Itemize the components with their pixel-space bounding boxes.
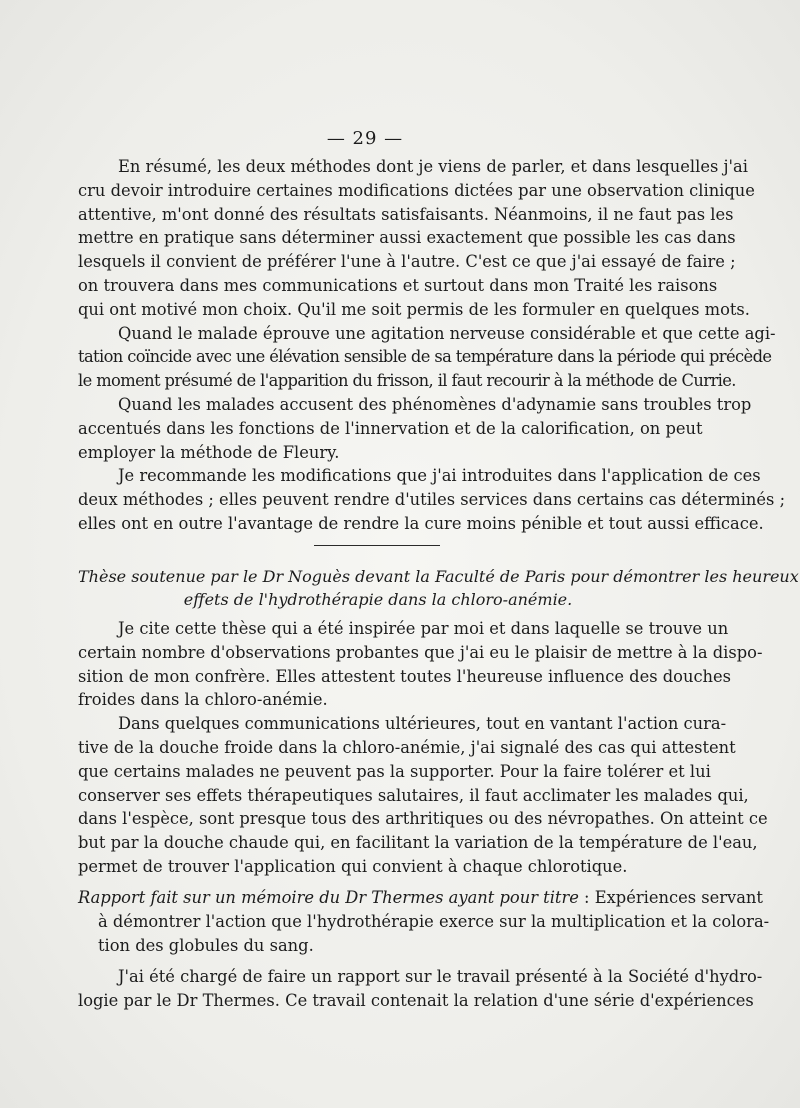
text-line: dans l'espèce, sont presque tous des arthritiques ou des névropathes. On atteint ce [78, 809, 768, 829]
text-line: but par la douche chaude qui, en facilitant la variation de la température de l'eau, [78, 833, 758, 853]
section-these-heading [78, 565, 799, 611]
rapport-title-line [78, 886, 763, 910]
page-number: — 29 — [326, 128, 404, 149]
text-line: permet de trouver l'application qui convient à chaque chlorotique. [78, 856, 628, 876]
section-rapport [78, 886, 770, 1013]
text-line: accentués dans les fonctions de l'innervation et de la calorification, on peut [78, 418, 703, 438]
text-line: conserver ses effets thérapeutiques salutaires, il faut acclimater les malades qui, [78, 785, 749, 805]
text-line: J'ai été chargé de faire un rapport sur le travail présenté à la Société d'hydro- [118, 967, 763, 987]
text-line: qui ont motivé mon choix. Qu'il me soit permis de les formuler en quelques mots. [78, 299, 750, 319]
text-line: à démontrer l'action que l'hydrothérapie exerce sur la multiplication et la colora- [98, 911, 770, 931]
text-line: sition de mon confrère. Elles attestent toutes l'heureuse influence des douches [78, 666, 732, 686]
text-line: attentive, m'ont donné des résultats satisfaisants. Néanmoins, il ne faut pas les [78, 204, 734, 224]
section-divider [314, 545, 440, 546]
heading-line: effets de l'hydrothérapie dans la chloro-anémie. [183, 590, 573, 609]
section-summary [78, 155, 786, 536]
text-line: froides dans la chloro-anémie. [78, 690, 328, 710]
text-line: deux méthodes ; elles peuvent rendre d'utiles services dans certains cas déterminés ; [78, 490, 786, 510]
text-line: tation coïncide avec une élévation sensible de sa température dans la période qui précède [78, 347, 772, 367]
text-line: que certains malades ne peuvent pas la supporter. Pour la faire tolérer et lui [78, 761, 711, 781]
text-line: elles ont en outre l'avantage de rendre la cure moins pénible et tout aussi efficace. [78, 513, 764, 533]
text-line: Quand les malades accusent des phénomènes d'adynamie sans troubles trop [118, 394, 752, 414]
heading-line: Thèse soutenue par le Dr Noguès devant la Faculté de Paris pour démontrer les heureux [78, 567, 799, 586]
text-line: cru devoir introduire certaines modifications dictées par une observation clinique [78, 180, 755, 200]
text-line: En résumé, les deux méthodes dont je viens de parler, et dans lesquelles j'ai [118, 157, 748, 176]
text-line: employer la méthode de Fleury. [78, 442, 340, 462]
text-line: tion des globules du sang. [98, 935, 314, 955]
text-line: Dans quelques communications ultérieures, tout en vantant l'action cura- [118, 714, 727, 734]
text-line: logie par le Dr Thermes. Ce travail contenait la relation d'une série d'expériences [78, 991, 754, 1011]
text-line: lesquels il convient de préférer l'une à l'autre. C'est ce que j'ai essayé de faire ; [78, 252, 736, 272]
text-line: Je recommande les modifications que j'ai introduites dans l'application de ces [118, 466, 761, 486]
rapport-title: Rapport fait sur un mémoire du Dr Thermes ayant pour titre [78, 888, 579, 907]
text-line: certain nombre d'observations probantes que j'ai eu le plaisir de mettre à la dispo- [78, 642, 763, 662]
text-line: Je cite cette thèse qui a été inspirée par moi et dans laquelle se trouve un [118, 619, 729, 638]
text-line: mettre en pratique sans déterminer aussi exactement que possible les cas dans [78, 228, 736, 248]
text-line: on trouvera dans mes communications et surtout dans mon Traité les raisons [78, 275, 718, 295]
text-line: le moment présumé de l'apparition du frisson, il faut recourir à la méthode de Currie. [78, 371, 736, 391]
section-these-body [78, 617, 768, 879]
rapport-title-rest: : Expériences servant [578, 888, 763, 907]
text-line: tive de la douche froide dans la chloro-anémie, j'ai signalé des cas qui attestent [78, 737, 736, 757]
text-line: Quand le malade éprouve une agitation nerveuse considérable et que cette agi- [118, 323, 776, 343]
